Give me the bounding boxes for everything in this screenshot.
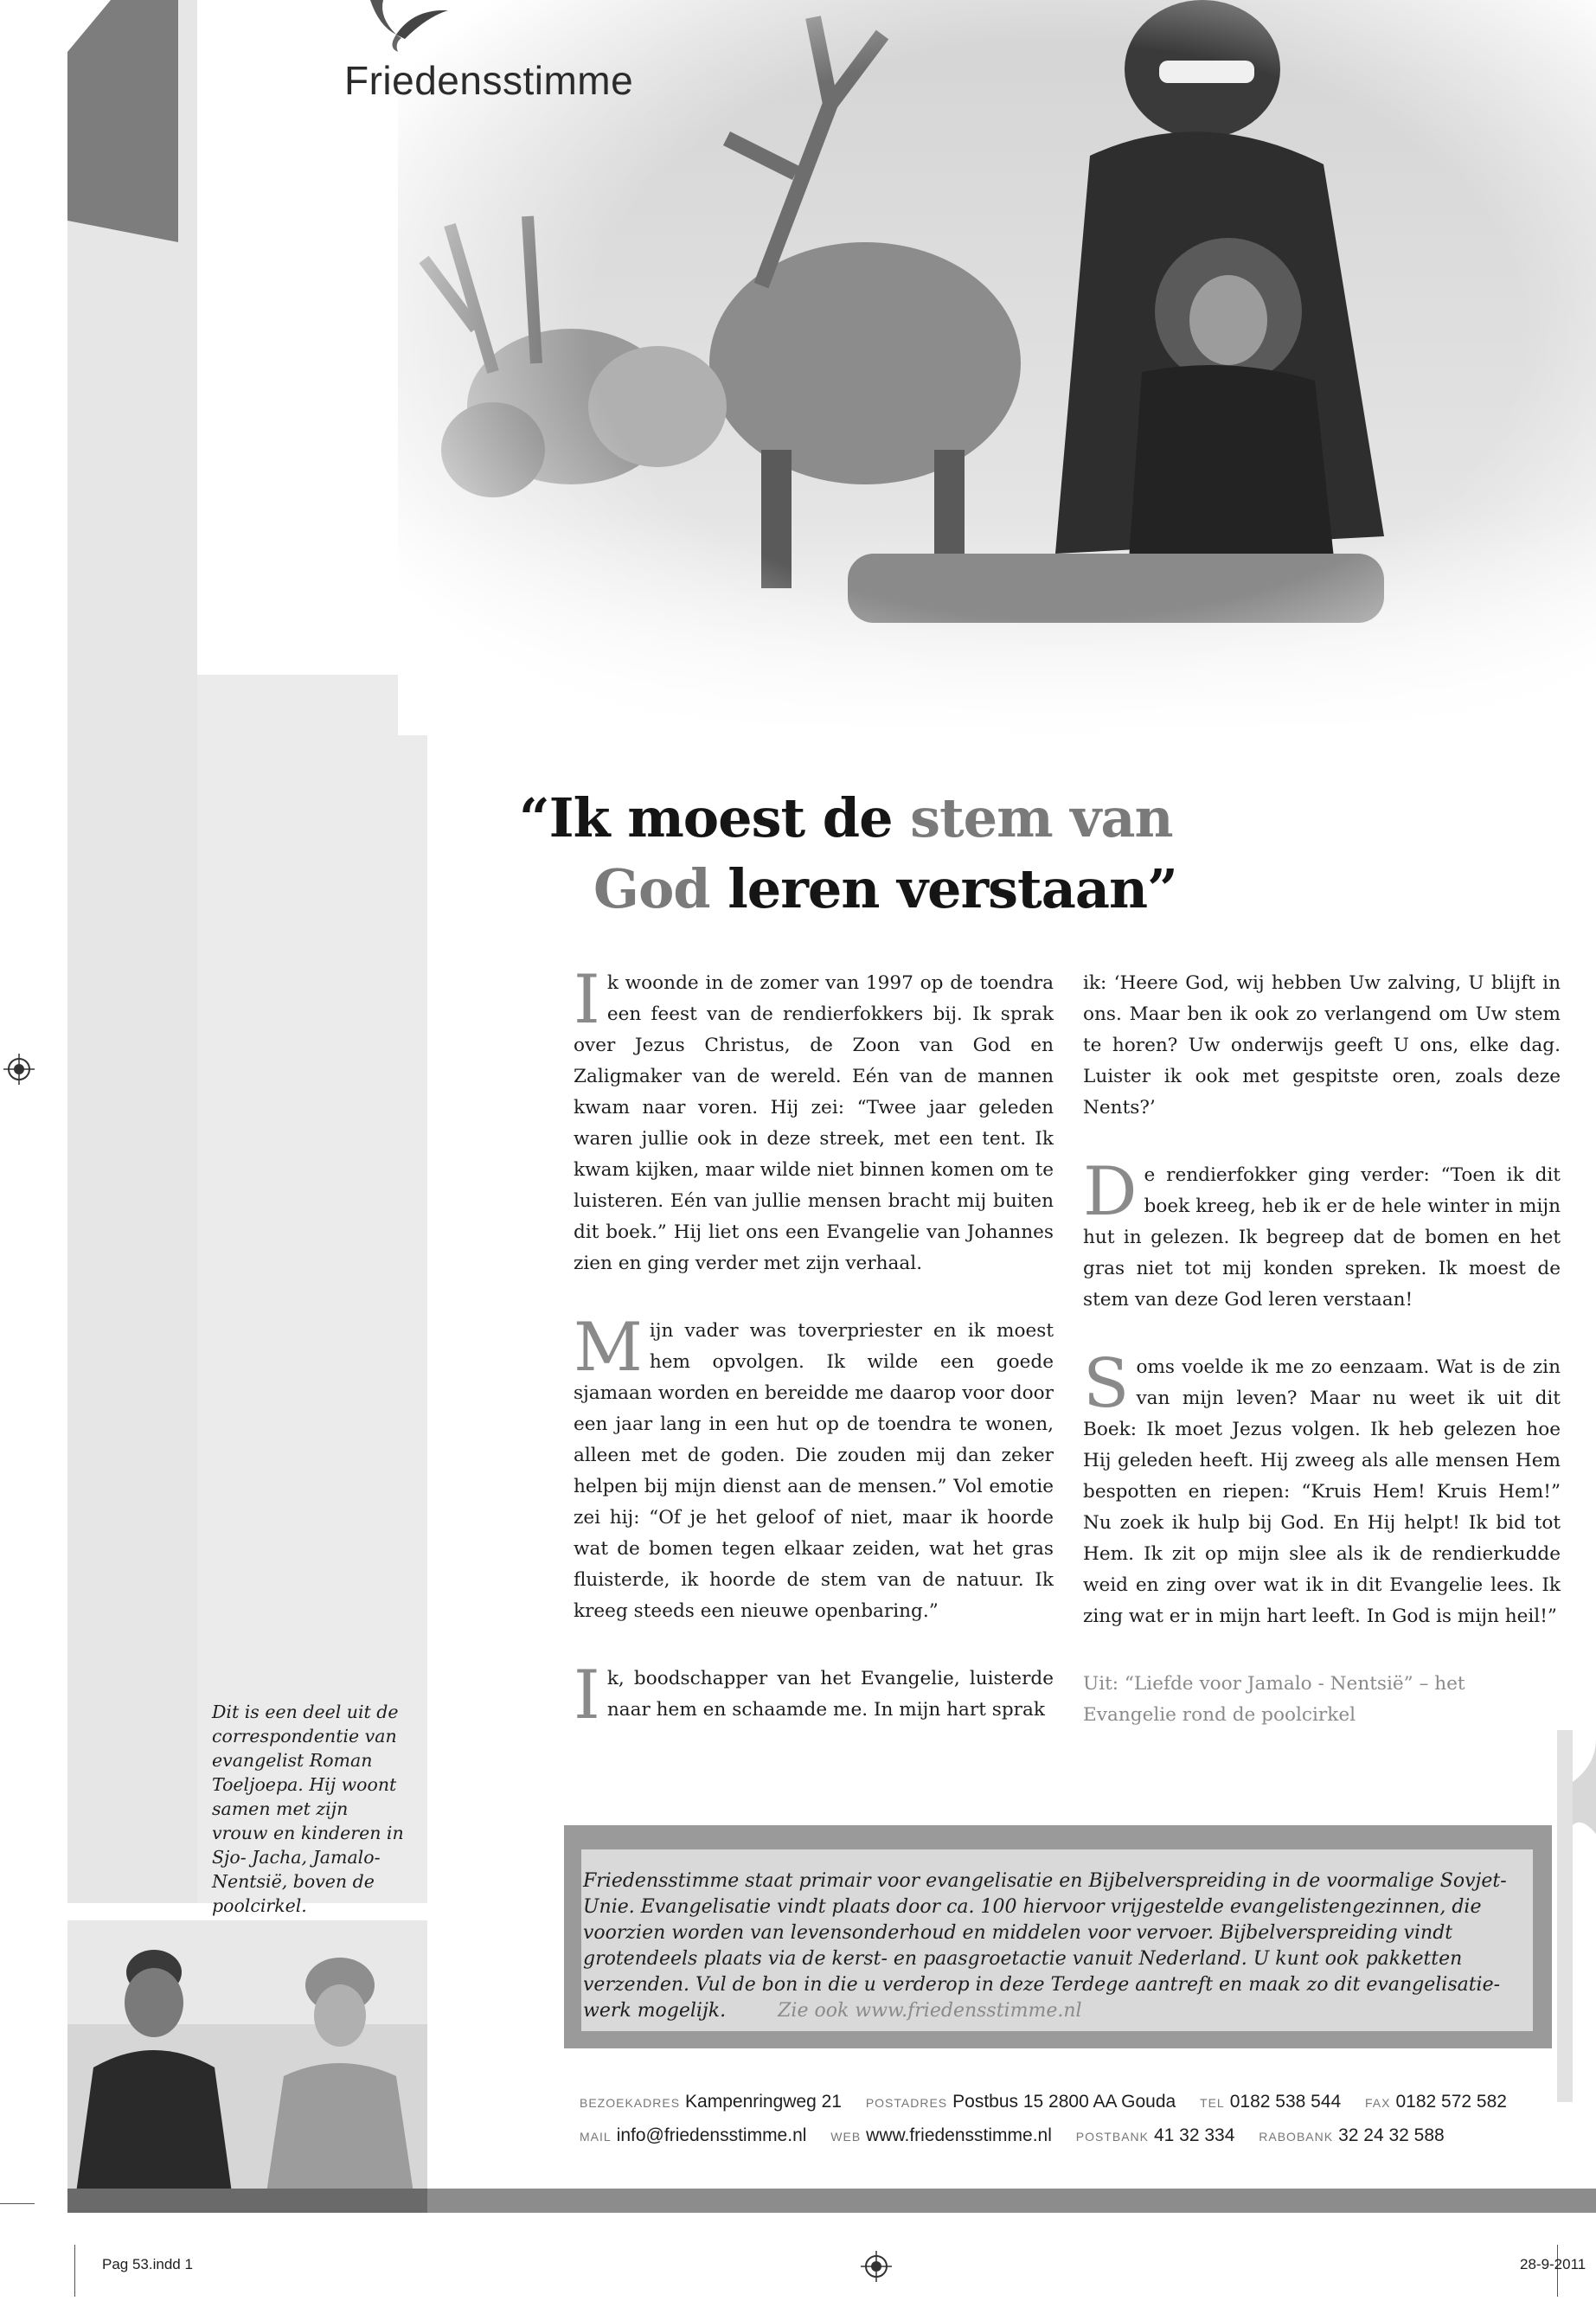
address-line-2: MAIL info@friedensstimme.nl WEB www.friedensstimme.nl POSTBANK 41 32 334 RABOBANK 32 24 32 588 (580, 2125, 1445, 2145)
slug-date: 28-9-2011 (1520, 2256, 1586, 2272)
article-source: Uit: “Liefde voor Jamalo - Nentsië” – het Evangelie rond de poolcirkel (1083, 1673, 1465, 1726)
article-column-left (574, 961, 1054, 1762)
couple-photo (67, 1920, 427, 2193)
article-paragraph: Ik, boodschapper van het Evangelie, luisterde naar hem en schaamde me. In mijn hart sprak (574, 1657, 1054, 1734)
email-link[interactable]: info@friedensstimme.nl (616, 2125, 807, 2145)
headline-grey-1: stem van (910, 786, 1173, 849)
web-link[interactable]: www.friedensstimme.nl (866, 2125, 1052, 2145)
drop-cap: M (574, 1309, 643, 1387)
article-paragraph: ik: ‘Heere God, wij hebben Uw zalving, U blijft in ons. Maar ben ik ook zo verlangend om Uw stem te horen? Uw onderwijs geeft U ons, elke dag. Luister ik ook met gespitste oren, zoals deze Nents?’ (1083, 972, 1561, 1118)
page-title (519, 783, 1263, 925)
drop-cap: S (1083, 1345, 1130, 1423)
registration-mark-icon (861, 2251, 892, 2282)
decorative-letter-ornament (1547, 1730, 1596, 2102)
headline-grey-2: God (593, 857, 710, 920)
crop-mark (0, 2203, 35, 2204)
logo-wordmark: Friedensstimme (344, 58, 634, 103)
crop-mark (74, 2245, 75, 2297)
info-box-text: Friedensstimme staat primair voor evangelisatie en Bijbelverspreiding in de voormalige Sovjet-Unie. Evangelisatie vindt plaats door ca. 100 hiervoor vrijgestelde evangelistengezinnen, die voorzien worden van levensonderhoud en middelen voor vervoer. Bijbelverspreiding vindt grotendeels plaats via de kerst- en paasgroetactie vanuit Nederland. U kunt ook pakketten verzenden. Vul de bon in die u verderop in deze Terdege aantreft en maak zo dit evangelisatie-werk mogelijk. Zie ook www.friedensstimme.nl (583, 1870, 1507, 2022)
leaf-logo-icon (344, 0, 457, 52)
drop-cap: I (574, 961, 600, 1039)
article-paragraph: De rendierfokker ging verder: “Toen ik dit boek kreeg, heb ik er de hele winter in mijn hut in gelezen. Ik begreep dat de bomen en het gras niet tot mij konden spreken. Ik moest de stem van deze God leren verstaan! (1083, 1153, 1561, 1311)
article-paragraph: Ik woonde in de zomer van 1997 op de toendra een feest van de rendierfokkers bij. Ik sprak over Jezus Christus, de Zoon van God en Zaligmaker van de wereld. Eén van de mannen kwam naar voren. Hij zei: “Twee jaar geleden waren jullie ook in deze streek, met een tent. Ik kwam kijken, maar wilde niet binnen komen om te luisteren. Eén van jullie mensen bracht mij buiten dit boek.” Hij liet ons een Evangelie van Johannes zien en ging verder met zijn verhaal. (574, 961, 1054, 1274)
drop-cap: D (1083, 1153, 1138, 1231)
bottom-bar-left (67, 2189, 427, 2213)
article-paragraph: Mijn vader was toverpriester en ik moest hem opvolgen. Ik wilde een goede sjamaan worden en bereidde me daarop voor door een jaar lang in een hut op de toendra te wonen, alleen met de goden. Die zouden mij dan zeker helpen bij mijn dienst aan de mensen.” Vol emotie zei hij: “Of je het geloof of niet, maar ik hoorde wat de bomen tegen elkaar zeiden, wat het gras fluisterde, ik hoorde de stem van de natuur. Ik kreeg steeds een nieuwe openbaring.” (574, 1309, 1054, 1622)
logo (344, 0, 656, 108)
registration-mark-icon (3, 1054, 35, 1085)
hero-photo-reindeer-sled (398, 0, 1596, 735)
article-column-right (1083, 968, 1561, 1767)
slug-filename: Pag 53.indd 1 (102, 2256, 193, 2272)
address-line-1: BEZOEKADRES Kampenringweg 21 POSTADRES Postbus 15 2800 AA Gouda TEL 0182 538 544 FAX 0182 572 582 (580, 2092, 1507, 2112)
drop-cap: I (574, 1657, 600, 1734)
headline-part-2: leren verstaan” (709, 857, 1177, 920)
website-reference: Zie ook www.friedensstimme.nl (778, 2000, 1082, 2022)
corner-tab-shape (67, 0, 178, 242)
headline-part-1: “Ik moest de (519, 786, 911, 849)
article-paragraph: Soms voelde ik me zo eenzaam. Wat is de zin van mijn leven? Maar nu weet ik uit dit Boek: Ik moet Jezus volgen. Ik heb gelezen hoe Hij geleden heeft. Hij zweeg als alle mensen Hem bespotten en riepen: “Kruis Hem! Kruis Hem!” Nu zoek ik hulp bij God. En Hij helpt! Ik bid tot Hem. Ik zit op mijn slee als ik de rendierkudde weid en zing over wat ik in dit Evangelie lees. Ik zing wat er in mijn hart leeft. In God is mijn heil!” (1083, 1345, 1561, 1627)
photo-caption: Dit is een deel uit de correspondentie van evangelist Roman Toeljoepa. Hij woont samen met zijn vrouw en kinderen in Sjo- Jacha, Jamalo- Nentsië, boven de poolcirkel. (212, 1702, 404, 1916)
